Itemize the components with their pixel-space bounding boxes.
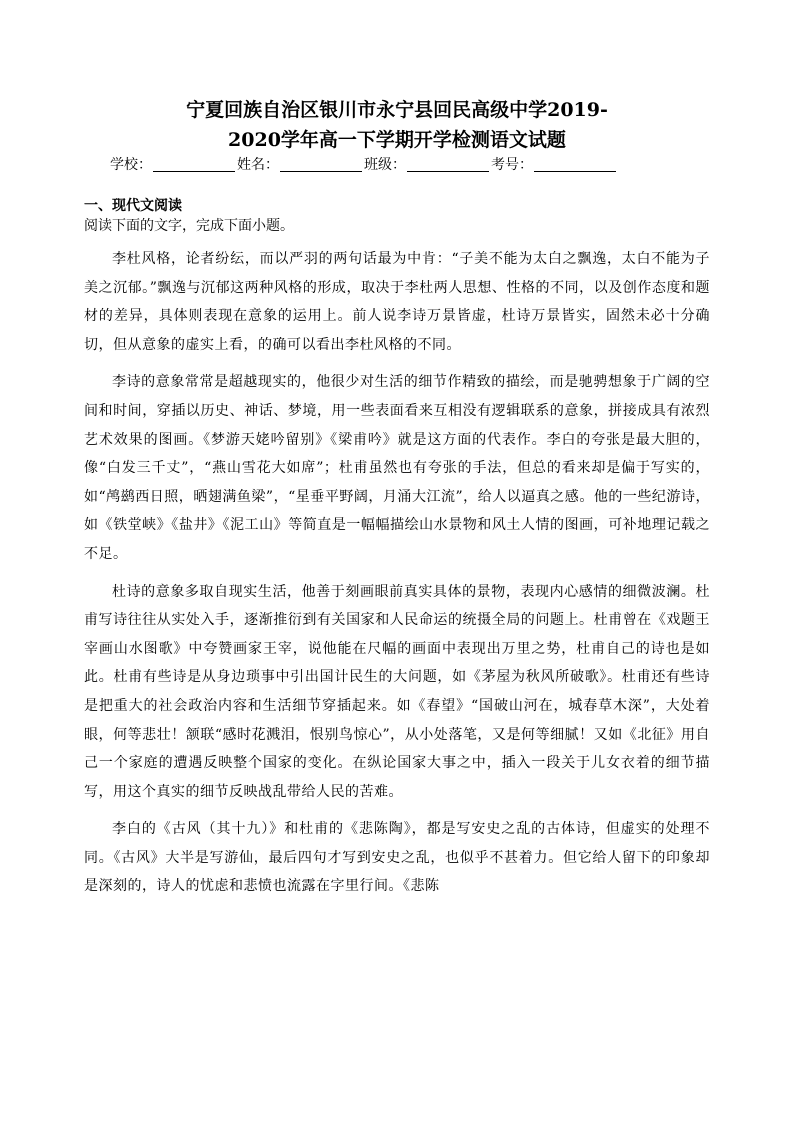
name-blank: [280, 157, 362, 172]
school-label: 学校：: [110, 157, 152, 173]
name-label: 姓名：: [237, 157, 279, 173]
class-label: 班级：: [364, 157, 406, 173]
section-heading: 一、现代文阅读: [84, 198, 182, 214]
section-instruction: 阅读下面的文字，完成下面小题。: [84, 218, 294, 234]
exam-number-blank: [534, 157, 616, 172]
exam-number-label: 考号：: [491, 157, 533, 173]
school-blank: [153, 157, 235, 172]
document-title-line-2: 2020学年高一下学期开学检测语文试题: [228, 129, 566, 151]
reading-passage: [84, 245, 710, 910]
passage-paragraph-4: 李白的《古风（其十九）》和杜甫的《悲陈陶》，都是写安史之乱的古体诗，但虚实的处理不同。《古风》大半是写游仙，最后四句才写到安史之乱，也似乎不甚着力。但它给人留下的印象却是深刻的，诗人的忧虑和悲愤也流露在字里行间。《悲陈: [84, 821, 710, 895]
passage-paragraph-2: 李诗的意象常常是超越现实的，他很少对生活的细节作精致的描绘，而是驰骋想象于广阔的空间和时间，穿插以历史、神话、梦境，用一些表面看来互相没有逻辑联系的意象，拼接成具有浓烈艺术效果的图画。《梦游天姥吟留别》《梁甫吟》就是这方面的代表作。李白的夸张是最大胆的，像“白发三千丈”，“燕山雪花大如席”；杜甫虽然也有夸张的手法，但总的看来却是偏于写实的，如“鸬鹚西日照，晒翅满鱼梁”，“星垂平野阔，月涌大江流”，给人以逼真之感。他的一些纪游诗，如《铁堂峡》《盐井》《泥工山》等简直是一幅幅描绘山水景物和风土人情的图画，可补地理记载之不足。: [84, 374, 710, 562]
passage-paragraph-3: 杜诗的意象多取自现实生活，他善于刻画眼前真实具体的景物，表现内心感情的细微波澜。杜甫写诗往往从实处入手，逐渐推衍到有关国家和人民命运的统摄全局的问题上。杜甫曾在《戏题王宰画山水图歌》中夸赞画家王宰，说他能在尺幅的画面中表现出万里之势，杜甫自己的诗也是如此。杜甫有些诗是从身边琐事中引出国计民生的大问题，如《茅屋为秋风所破歌》。杜甫还有些诗是把重大的社会政治内容和生活细节穿插起来。如《春望》“国破山河在，城春草木深”，大处着眼，何等悲壮！颔联“感时花溅泪，恨别鸟惊心”，从小处落笔，又是何等细腻！又如《北征》用自己一个家庭的遭遇反映整个国家的变化。在纵论国家大事之中，插入一段关于儿女衣着的细节描写，用这个真实的细节反映战乱带给人民的苦难。: [84, 583, 710, 800]
document-title-line-1: 宁夏回族自治区银川市永宁县回民高级中学2019-: [186, 99, 608, 121]
student-info-line: [110, 155, 690, 175]
class-blank: [407, 157, 489, 172]
passage-paragraph-1: 李杜风格，论者纷纭，而以严羽的两句话最为中肯：“子美不能为太白之飘逸，太白不能为子美之沉郁。”飘逸与沉郁这两种风格的形成，取决于李杜两人思想、性格的不同，以及创作态度和题材的差异，具体则表现在意象的运用上。前人说李诗万景皆虚，杜诗万景皆实，固然未必十分确切，但从意象的虚实上看，的确可以看出李杜风格的不同。: [84, 251, 710, 353]
